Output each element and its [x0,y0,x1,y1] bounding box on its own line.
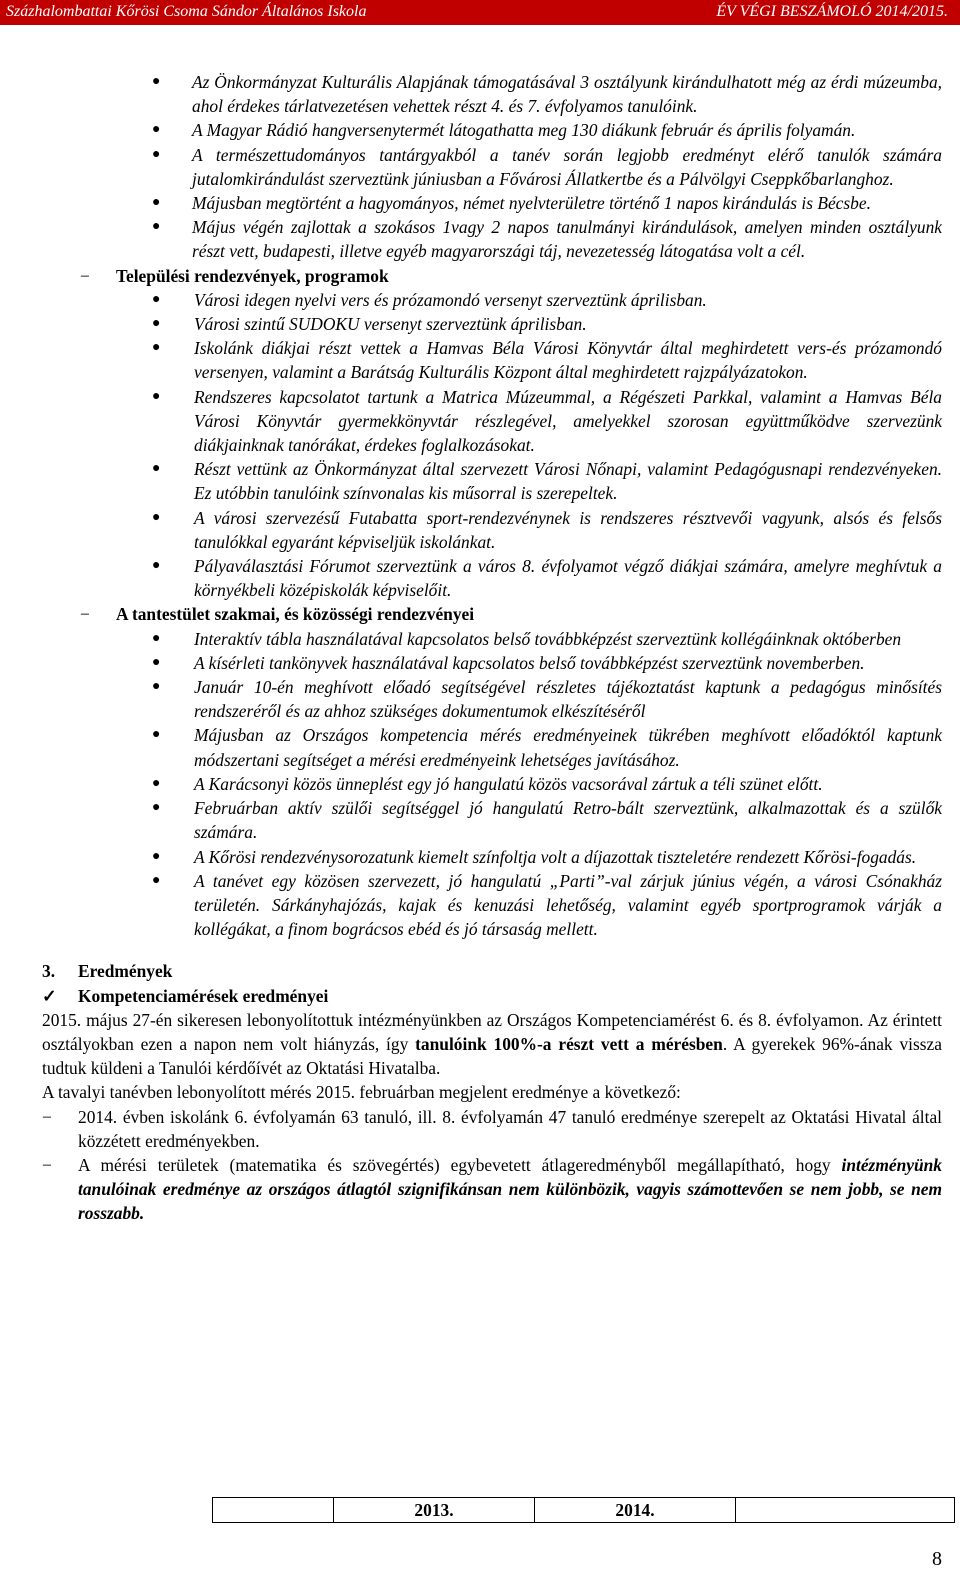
bullet-icon: ● [152,146,161,162]
bullet-icon: ● [152,679,161,695]
dash-item: − A mérési területek (matematika és szövegértés) egybevetett átlageredményből megállapítható, hogy intézményünk tanulóinak eredménye az országos átlagtól szignifikánsan nem különbözik, vagyis számottevően se nem jobb, se nem rosszabb. [42,1154,942,1224]
list-item: ● Az Önkormányzat Kulturális Alapjának támogatásával 3 osztályunk kirándulhatott még az érdi múzeumba, ahol érdekes tárlatvezetésen vehettek részt 4. és 7. évfolyamos tanulóink. [152,72,942,117]
list-item: ● Májusban megtörtént a hagyományos, német nyelvterületre történő 1 napos kirándulás is Bécsbe. [42,191,942,215]
list-item: ● A Karácsonyi közös ünneplést egy jó hangulatú közös vacsorával zártuk a téli szünet előtt. [42,772,942,796]
page-header [0,0,960,25]
paragraph-previous-results: A tavalyi tanévben lebonyolított mérés 2015. februárban megjelent eredménye a következő: [42,1082,681,1103]
bullet-icon: ● [152,654,161,670]
bullet-icon: ● [152,872,161,888]
dash-icon: − [42,1154,52,1175]
list-item: ● Interaktív tábla használatával kapcsolatos belső továbbképzést szerveztünk kollégáinknak októberben [42,627,942,651]
table-row [213,1498,955,1523]
section-heading-results: 3. Eredmények [42,961,173,982]
table-cell: 2013. [334,1498,535,1523]
bullet-icon: ● [152,800,161,816]
table-cell [736,1498,955,1523]
heading-local-events: − Települési rendezvények, programok [42,264,942,288]
bullet-icon: ● [152,291,161,307]
bullet-icon: ● [152,316,161,332]
list-item: ● A tanévet egy közösen szervezett, jó hangulatú „Parti”-val zárjuk június végén, a városi Csónakház területén. Sárkányhajózás, kajak és kenuzási lehetőség, valamint egyéb sportprogramok várják a kollégákat, a finom bográcsos ebéd és jó társaság mellett. [152,870,942,940]
paragraph-competency-test: 2015. május 27-én sikeresen lebonyolítottuk intézményünkben az Országos Kompetenciamérést 6. és 8. évfolyamon. Az érintett osztályokban ezen a napon nem volt hiányzás, így tanulóink 100%-a részt vett a mérésben. A gyerekek 96%-ának vissza tudtuk küldeni a Tanulói kérdőívét az Oktatási Hivatalba. [42,1009,942,1079]
list-item: ● Májusban az Országos kompetencia mérés eredményeinek tükrében meghívott előadóktól kaptunk módszertani segítséget a mérési eredményeink lehetséges javításához. [152,725,942,770]
bullet-icon: ● [152,388,161,404]
list-item: ● Részt vettünk az Önkormányzat által szervezett Városi Nőnapi, valamint Pedagógusnapi rendezvényeken. Ez utóbbin tanulóink színvonalas kis műsorral is szerepeltek. [152,459,942,504]
list-item: ● A természettudományos tantárgyakból a tanév során legjobb eredményt elérő tanulók számára jutalomkirándulást szerveztünk júniusban a Fővárosi Állatkertbe és a Pálvölgyi Cseppkőbarlanghoz. [152,144,942,189]
list-item: ● A városi szervezésű Futabatta sport-rendezvénynek is rendszeres résztvevői vagyunk, alsós és felsős tanulókkal egyaránt képviseljük iskolánkat. [152,507,942,552]
dash-icon: − [80,265,90,286]
header-report-title: ÉV VÉGI BESZÁMOLÓ 2014/2015. [716,3,948,20]
bullet-icon: ● [152,727,161,743]
excursion-list [42,70,942,264]
header-school-name: Százhalombattai Kőrösi Csoma Sándor Általános Iskola [6,3,367,20]
bullet-icon: ● [152,195,161,211]
dash-item: − 2014. évben iskolánk 6. évfolyamán 63 tanuló, ill. 8. évfolyamán 47 tanuló eredménye szerepelt az Oktatási Hivatal által közzétett eredményekben. [42,1106,942,1151]
dash-icon: − [80,604,90,625]
bullet-icon: ● [152,848,161,864]
list-item: ● A Magyar Rádió hangversenytermét látogathatta meg 130 diákunk február és április folyamán. [42,118,942,142]
bullet-icon: ● [152,558,161,574]
table-cell: 2014. [535,1498,736,1523]
heading-staff-events: − A tantestület szakmai, és közösségi rendezvényei [42,602,942,626]
list-item: ● Februárban aktív szülői segítséggel jó hangulatú Retro-bált szerveztünk, alkalmazottak és a szülők számára. [152,798,942,843]
bullet-icon: ● [152,461,161,477]
list-item: ● A kísérleti tankönyvek használatával kapcsolatos belső továbbképzést szerveztünk novemberben. [42,651,942,675]
list-item: ● A Kőrösi rendezvénysorozatunk kiemelt színfoltja volt a díjazottak tiszteletére rendezett Kőrösi-fogadás. [42,845,942,869]
local-events-list [42,288,942,603]
list-item: ● Május végén zajlottak a szokásos 1vagy 2 napos tanulmányi kirándulások, amelyen minden osztályunk részt vett, budapesti, illetve egyéb magyarországi táj, nevezetesség látogatása volt a cél. [152,217,942,262]
bullet-icon: ● [152,219,161,235]
document-body [42,70,942,1226]
checkmark-icon: ✓ [42,985,57,1006]
list-item: ● Városi szintű SUDOKU versenyt szerveztünk áprilisban. [42,312,942,336]
list-item: ● Pályaválasztási Fórumot szerveztünk a város 8. évfolyamot végző diákjai számára, amelyre meghívtuk a környékbeli középiskolák képviselőit. [152,556,942,601]
list-item: ● Iskolánk diákjai részt vettek a Hamvas Béla Városi Könyvtár által meghirdetett vers-és prózamondó versenyen, valamint a Barátság Kulturális Központ által meghirdetett rajzpályázatokon. [152,338,942,383]
list-item: ● Január 10-én meghívott előadó segítségével részletes tájékoztatást kaptunk a pedagógus minősítés rendszeréről és az ahhoz szükséges dokumentumok elkészítéséről [152,677,942,722]
bullet-icon: ● [152,340,161,356]
list-item: ● Városi idegen nyelvi vers és prózamondó versenyt szerveztünk áprilisban. [42,288,942,312]
dash-icon: − [42,1106,52,1127]
staff-events-list [42,627,942,942]
bullet-icon: ● [152,775,161,791]
list-item: ● Rendszeres kapcsolatot tartunk a Matrica Múzeummal, a Régészeti Parkkal, valamint a Hamvas Béla Városi Könyvtár gyermekkönyvtár részlegével, amelyekkel szorosan együttműködve szervezünk diákjainknak tanórákat, érdekes foglalkozásokat. [152,386,942,456]
bullet-icon: ● [152,630,161,646]
results-table [212,1497,955,1523]
table-cell [213,1498,334,1523]
bullet-icon: ● [152,122,161,138]
page-number: 8 [932,1548,942,1570]
bullet-icon: ● [152,74,161,89]
bullet-icon: ● [152,509,161,525]
subsection-heading-competency: ✓ Kompetenciamérések eredményei [42,984,942,1008]
